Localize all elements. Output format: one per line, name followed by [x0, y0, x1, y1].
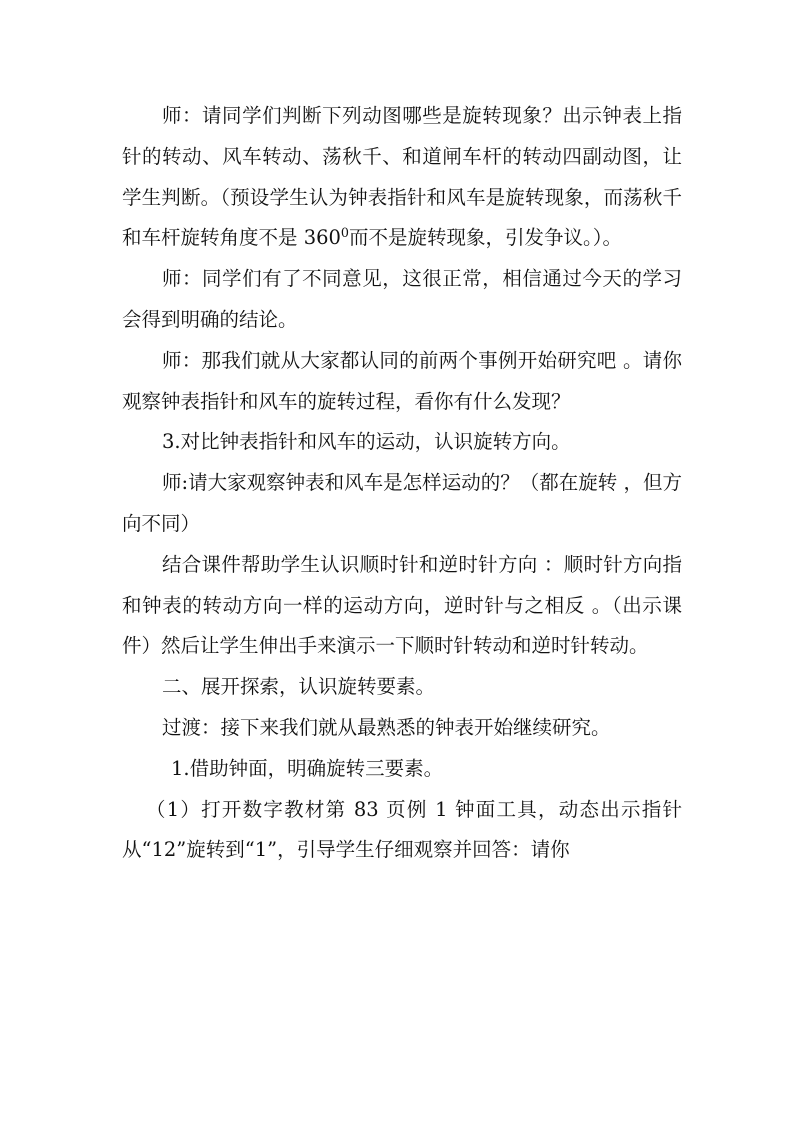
paragraph-start-research: 师：那我们就从大家都认同的前两个事例开始研究吧 。请你观察钟表指针和风车的旋转过程，看你有什么发现？ — [122, 348, 682, 413]
subheading-clock-face: 1.借助钟面，明确旋转三要素。 — [171, 756, 444, 780]
paragraph-different-opinions: 师：同学们有了不同意见，这很正常，相信通过今天的学习会得到明确的结论。 — [122, 267, 682, 331]
document-body — [122, 96, 682, 871]
paragraph-text: 师：请同学们判断下列动图哪些是旋转现象？出示钟表上指针的转动、风车转动、荡秋千、和道闸车杆的转动四副动图，让学生判断。（预设学生认为钟表指针和风车是旋转现象，而荡秋千和车杆旋转角度不是 360 — [122, 104, 682, 250]
paragraph-transition: 过渡：接下来我们就从最熟悉的钟表开始继续研究。 — [162, 715, 611, 739]
degree-superscript: 0 — [340, 225, 349, 241]
section-heading-explore: 二、展开探索，认识旋转要素。 — [162, 675, 436, 699]
paragraph-text-continued: 而不是旋转现象，引发争议。）。 — [348, 226, 622, 250]
paragraph-digital-textbook: （1）打开数字教材第 83 页例 1 钟面工具，动态出示指针从“12”旋转到“1”，引导学生仔细观察并回答：请你 — [122, 797, 682, 862]
paragraph-observe-motion: 师:请大家观察钟表和风车是怎样运动的？（都在旋转 ，但方向不同） — [122, 471, 682, 535]
paragraph-rotation-question — [122, 96, 682, 259]
paragraph-clockwise-explanation: 结合课件帮助学生认识顺时针和逆时针方向 ：顺时针方向指和钟表的转动方向一样的运动方向，逆时针与之相反 。（出示课件）然后让学生伸出手来演示一下顺时针转动和逆时针转动。 — [122, 552, 682, 658]
paragraph-compare-direction: 3.对比钟表指针和风车的运动，认识旋转方向。 — [162, 430, 571, 454]
